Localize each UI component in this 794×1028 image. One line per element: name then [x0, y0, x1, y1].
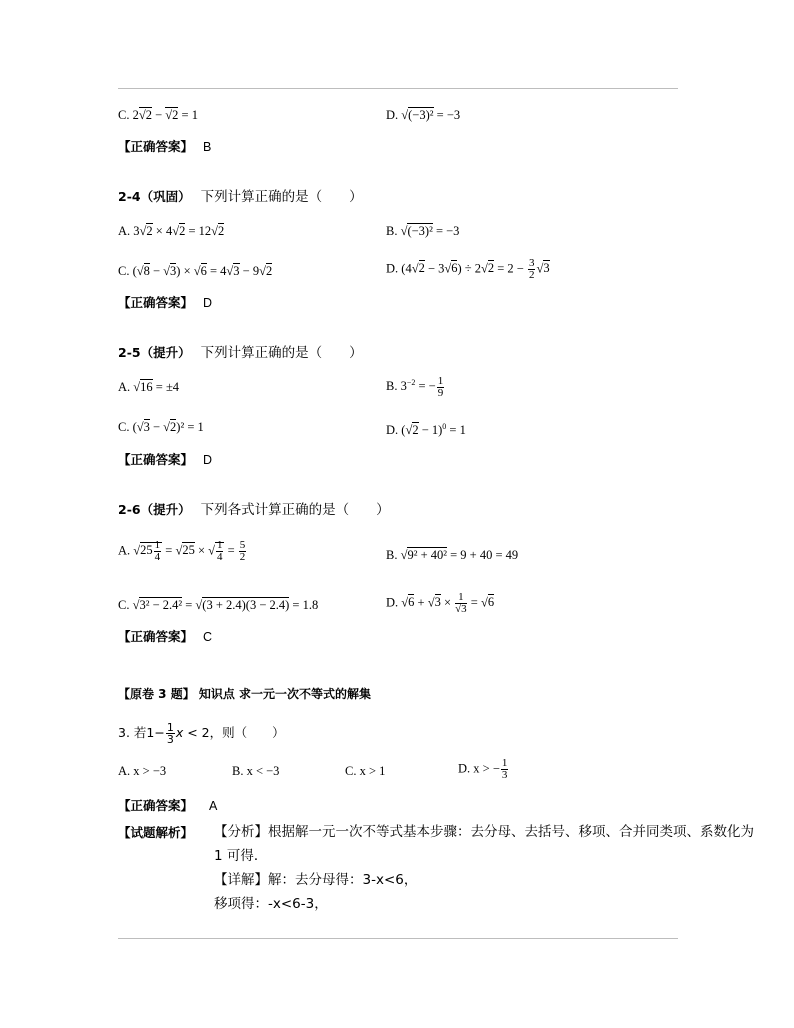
q2-5-answer-row	[118, 451, 212, 470]
q2-4-option-d: D. (4√2 − 3√6) ÷ 2√2 = 2 − $\frac{3}{2}$ √3	[386, 257, 550, 281]
answer-label: 【正确答案】	[118, 629, 194, 644]
answer-label: 【正确答案】	[118, 295, 194, 310]
q3-analysis-line-2: 1 可得．	[214, 848, 268, 864]
q2-5-option-b: B. $3^{-2}$ = − $\frac{1}{9}$	[386, 374, 444, 399]
answer-label: 【正确答案】	[118, 798, 194, 813]
q3-stem-prefix: 3. 若	[118, 725, 147, 740]
q2-6-stem-text: 下列各式计算正确的是（ ）	[200, 502, 390, 518]
q2-6-option-d: D. √6 + √3 × $\frac{1}{√3}$ = √6	[386, 591, 495, 615]
q2-6-answer-row	[118, 628, 212, 647]
footer-rule	[118, 938, 678, 939]
q2-4-number: 2-4	[118, 189, 141, 204]
q2-3-answer-row	[118, 138, 211, 157]
q2-3-option-d: D. √(−3)² = −3	[386, 108, 461, 122]
q2-3-answer: B	[203, 140, 212, 154]
q3-analysis-line-1: 【分析】根据解一元一次不等式基本步骤：去分母、去括号、移项、合并同类项、系数化为	[214, 824, 754, 840]
q2-5-number: 2-5	[118, 345, 141, 360]
q2-4-tag: （巩固）	[140, 189, 191, 204]
q2-4-option-c: C. (√8 − √3) × √6 = 4√3 − 9√2	[118, 264, 273, 278]
q3-detail-line-2: 移项得：-x<6-3，	[214, 896, 328, 912]
q3-option-b: B. x < −3	[232, 764, 280, 778]
q3-header	[118, 685, 371, 704]
q2-6-tag: （提升）	[140, 502, 191, 517]
q3-header-text: 【原卷 3 题】 知识点 求一元一次不等式的解集	[118, 687, 372, 701]
q2-5-stem	[118, 344, 363, 363]
q3-option-d: D. x > − $\frac{1}{3}$	[458, 757, 508, 781]
q2-4-answer: D	[203, 296, 213, 310]
q2-4-option-a: A. 3√2 × 4√2 = 12√2	[118, 224, 225, 238]
q3-analysis-label-row	[118, 824, 193, 843]
q2-6-answer: C	[203, 630, 213, 644]
analysis-label: 【试题解析】	[118, 825, 194, 840]
q2-6-option-b: B. √9² + 40² = 9 + 40 = 49	[386, 548, 519, 562]
q2-6-stem	[118, 501, 390, 520]
q2-5-stem-text: 下列计算正确的是（ ）	[200, 345, 363, 361]
q3-option-c: C. x > 1	[345, 764, 386, 778]
q3-stem: 3. 若1− $\frac{1}{3}$ x < 2，则（ ）	[118, 721, 285, 746]
q2-6-option-a: A. √25 $\frac{1}{4}$ = √25 × √ $\frac{1}{4}$ = $\frac{5}{2}$	[118, 539, 246, 563]
q3-option-d-prefix: D. x > −	[458, 761, 500, 776]
q2-6-option-c: C. √3² − 2.4² = √(3 + 2.4)(3 − 2.4) = 1.8	[118, 598, 319, 612]
q2-6-number: 2-6	[118, 502, 141, 517]
q3-detail-line-1: 【详解】解：去分母得：3-x<6，	[214, 872, 418, 888]
q3-answer: A	[209, 799, 218, 813]
q2-4-stem-text: 下列计算正确的是（ ）	[200, 189, 363, 205]
answer-label: 【正确答案】	[118, 139, 194, 154]
answer-label: 【正确答案】	[118, 452, 194, 467]
q2-5-option-c: C. (√3 − √2)² = 1	[118, 420, 204, 434]
q3-answer-row	[118, 797, 217, 816]
q3-analysis	[214, 820, 774, 916]
q2-5-option-d: D. $(√2 - 1)^0 = 1$	[386, 422, 466, 438]
q2-4-stem	[118, 188, 363, 207]
q2-5-option-a: A. √16 = ±4	[118, 380, 180, 394]
q2-5-tag: （提升）	[140, 345, 191, 360]
q2-4-answer-row	[118, 294, 212, 313]
q3-option-a: A. x > −3	[118, 764, 167, 778]
q2-4-option-b: B. √(−3)² = −3	[386, 224, 460, 238]
header-rule	[118, 88, 678, 89]
q3-stem-suffix: ，则（ ）	[209, 725, 285, 740]
q2-3-option-c: C. 2√2 − √2 = 1	[118, 108, 198, 122]
q2-5-answer: D	[203, 453, 213, 467]
